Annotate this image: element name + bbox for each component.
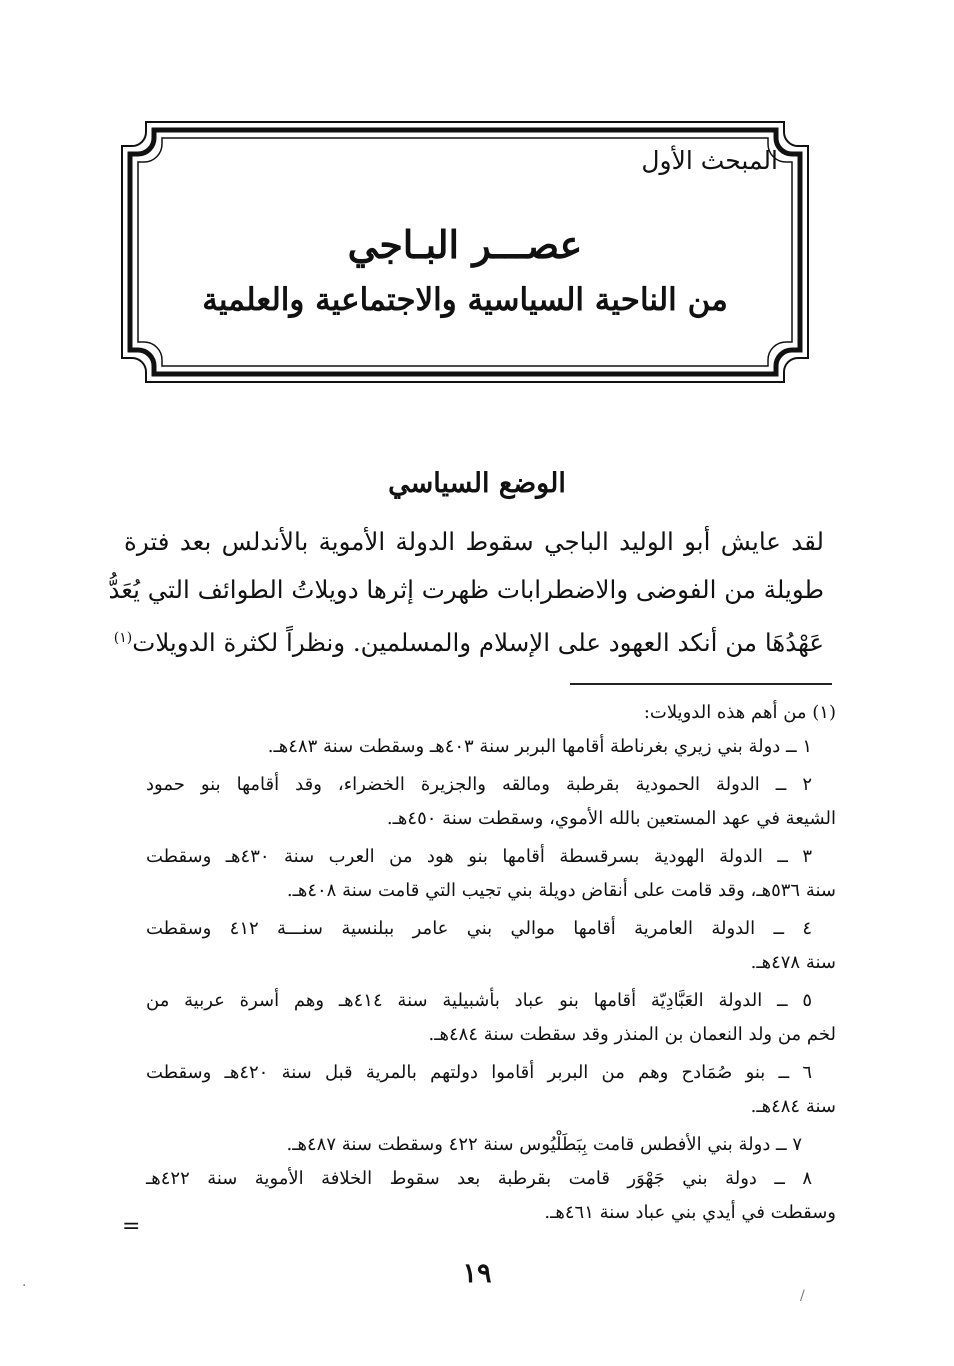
section-label: المبحث الأول <box>641 146 778 175</box>
footnote-intro: (١) من أهم هذه الدويلات: <box>643 702 836 723</box>
scan-speck: / <box>800 1288 805 1304</box>
page-number: ١٩ <box>462 1258 492 1289</box>
footnote-reference[interactable]: (١) <box>113 630 133 646</box>
footnote-separator <box>570 683 832 685</box>
footnote-item: ٢ ــ الدولة الحمودية بقرطبة ومالقه والجزيرة الخضراء، وقد أقامها بنو حمود <box>146 774 812 795</box>
footnote-item: ٥ ــ الدولة العَبَّادِيّة أقامها بنو عباد بأشبيلية سنة ٤١٤هـ وهم أسرة عربية من <box>146 990 812 1011</box>
scan-speck: · <box>22 1278 27 1294</box>
continuation-mark: = <box>122 1214 141 1239</box>
footnote-item: ٣ ــ الدولة الهودية بسرقسطة أقامها بنو هود من العرب سنة ٤٣٠هـ وسقطت <box>146 846 812 867</box>
body-line-text: عَهْدُهَا من أنكد العهود على الإسلام والمسلمين. ونظراً لكثرة الدويلات <box>132 628 824 658</box>
footnote-item-cont: لخم من ولد النعمان بن المنذر وقد سقطت سنة ٤٨٤هـ. <box>428 1024 836 1045</box>
body-line-last <box>113 614 824 667</box>
footnote-item-cont: وسقطت في أيدي بني عباد سنة ٤٦١هـ. <box>544 1202 836 1223</box>
section-heading: الوضع السياسي <box>388 468 566 499</box>
chapter-title: عصـــر البـاجي <box>347 222 583 267</box>
footnote-item-cont: سنة ٥٣٦هـ، وقد قامت على أنقاض دويلة بني تجيب التي قامت سنة ٤٠٨هـ. <box>286 880 836 901</box>
footnote-item: ٤ ــ الدولة العامرية أقامها موالي بني عامر ببلنسية سنـــة ٤١٢ وسقطت <box>146 918 812 939</box>
footnote-item-cont: سنة ٤٧٨هـ. <box>750 952 836 973</box>
footnote-item: ٦ ــ بنو صُمَادح وهم من البربر أقاموا دولتهم بالمرية قبل سنة ٤٢٠هـ وسقطت <box>146 1062 812 1083</box>
footnote-item-cont: الشيعة في عهد المستعين بالله الأموي، وسقطت سنة ٤٥٠هـ. <box>386 808 836 829</box>
body-line: طويلة من الفوضى والاضطرابات ظهرت إثرها دويلاتُ الطوائف التي يُعَدُّ <box>108 575 824 604</box>
body-paragraph <box>108 518 824 667</box>
footnote-item-cont: سنة ٤٨٤هـ. <box>750 1096 836 1117</box>
footnote-item: ٨ ــ دولة بني جَهْوَر قامت بقرطبة بعد سقوط الخلافة الأموية سنة ٤٢٢هـ <box>146 1168 812 1189</box>
footnotes <box>146 696 836 1230</box>
body-line: لقد عايش أبو الوليد الباجي سقوط الدولة الأموية بالأندلس بعد فترة <box>124 527 824 556</box>
footnote-item: ٧ ــ دولة بني الأفطس قامت بِبَطَلْيُوس سنة ٤٢٢ وسقطت سنة ٤٨٧هـ. <box>286 1134 802 1155</box>
chapter-subtitle: من الناحية السياسية والاجتماعية والعلمية <box>202 282 728 318</box>
footnote-item: ١ ــ دولة بني زيري بغرناطة أقامها البربر سنة ٤٠٣هـ وسقطت سنة ٤٨٣هـ. <box>267 736 812 757</box>
